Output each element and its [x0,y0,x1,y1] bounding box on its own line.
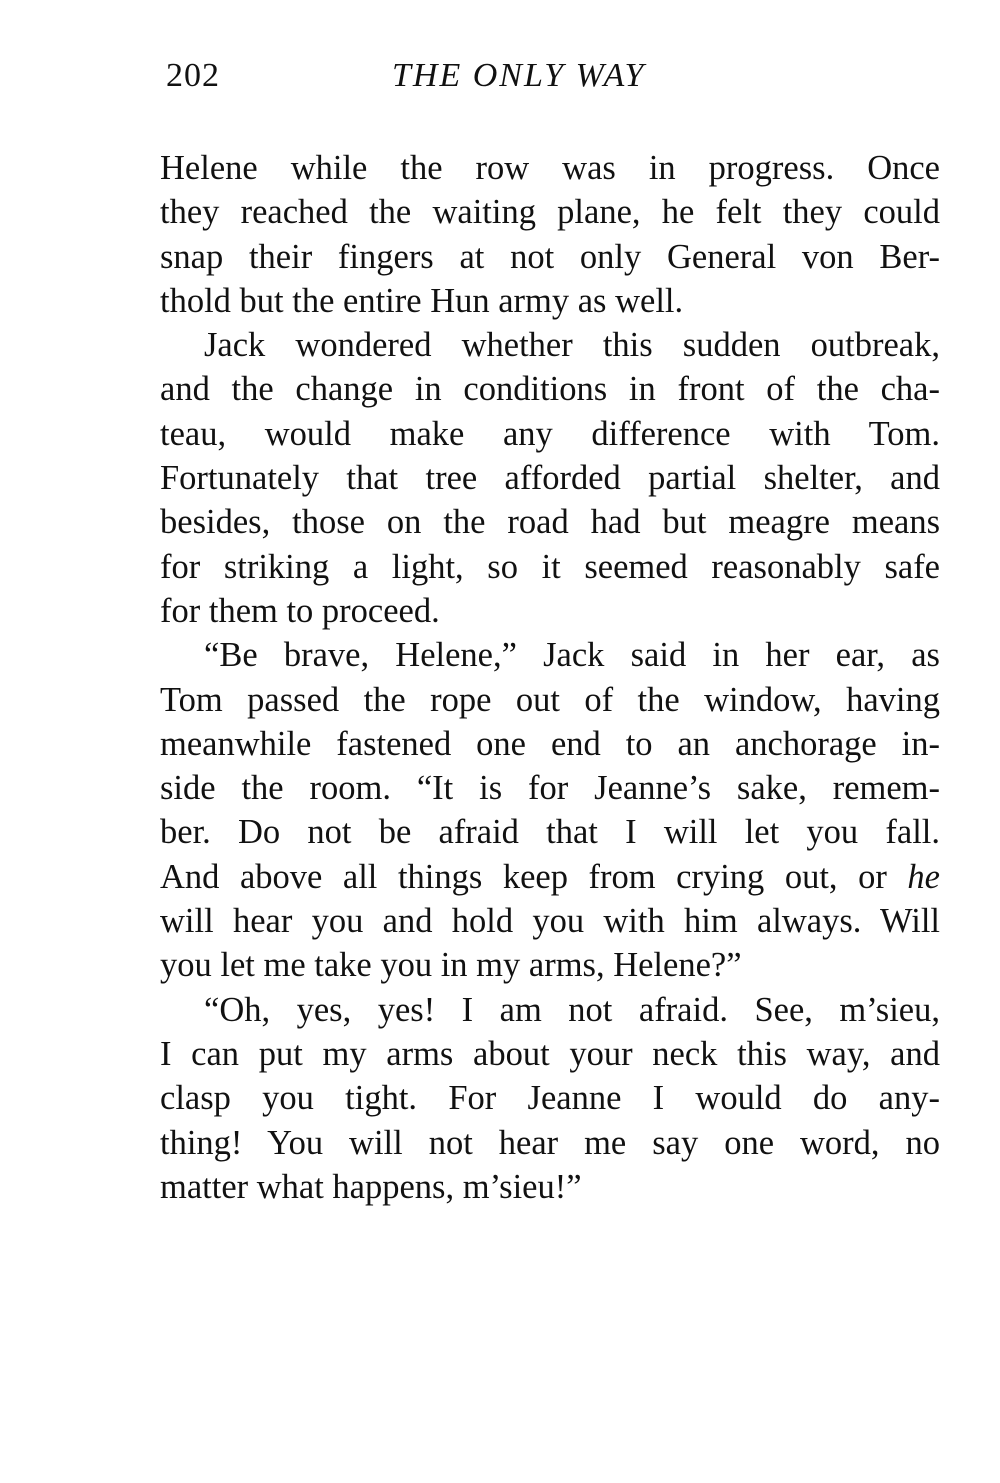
text-line: will hear you and hold you with him always. Will [160,902,940,941]
text-line: thold but the entire Hun army as well. [160,281,684,320]
text-line: matter what happens, m’sieu!” [160,1167,582,1206]
text-line: “Be brave, Helene,” Jack said in her ear, as [204,636,940,675]
text-line: Jack wondered whether this sudden outbreak, [204,326,940,365]
text-line: snap their fingers at not only General von Ber- [160,237,940,276]
text-line: you let me take you in my arms, Helene?” [160,946,742,985]
paragraph [160,146,940,323]
text-line: they reached the waiting plane, he felt they could [160,193,940,232]
running-title: THE ONLY WAY [392,57,646,94]
text-line: teau, would make any difference with Tom. [160,414,940,453]
text-line: Helene while the row was in progress. Once [160,149,940,187]
text-line: side the room. “It is for Jeanne’s sake, remem- [160,769,940,808]
italic-word: he [907,857,940,896]
text-line: Fortunately that tree afforded partial shelter, and [160,459,940,498]
page-header [166,54,936,104]
paragraph [160,988,940,1209]
text-line: ber. Do not be afraid that I will let you fall. [160,813,940,852]
text-line: “Oh, yes, yes! I am not afraid. See, m’sieu, [204,990,940,1029]
text-line-with-italic [160,855,940,899]
body-text [160,146,940,1209]
page-number: 202 [166,57,220,94]
text-line: and the change in conditions in front of the cha- [160,370,940,409]
text-line: thing! You will not hear me say one word, no [160,1123,940,1162]
text-line: besides, those on the road had but meagre means [160,503,940,542]
text-line-part: And above all things keep from crying out, or [160,857,908,896]
text-line: for striking a light, so it seemed reasonably safe [160,547,940,586]
paragraph [160,323,940,633]
text-line: meanwhile fastened one end to an anchorage in- [160,724,940,763]
text-line: for them to proceed. [160,591,440,630]
text-line: Tom passed the rope out of the window, having [160,680,940,719]
text-line: I can put my arms about your neck this way, and [160,1034,940,1073]
paragraph [160,633,940,987]
text-line: clasp you tight. For Jeanne I would do any- [160,1079,940,1118]
